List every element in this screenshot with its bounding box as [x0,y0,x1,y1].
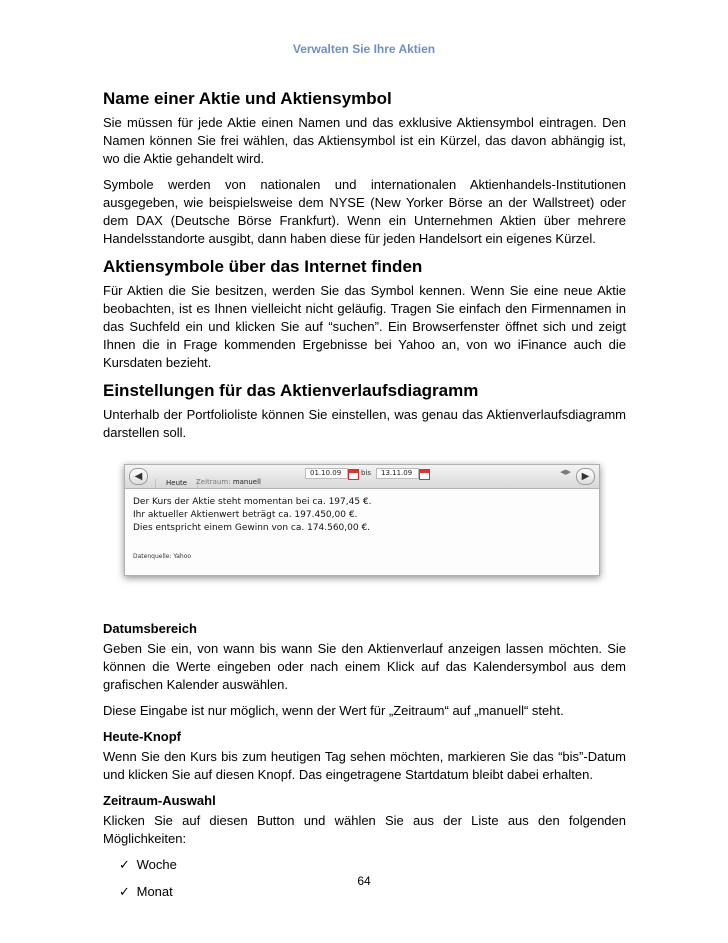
paragraph: Unterhalb der Portfolioliste können Sie einstellen, was genau das Aktienverlaufsdiagramm darstellen soll. [103,407,626,440]
scroll-arrows-icon[interactable]: ◀▶ [560,468,571,476]
date-to-field[interactable]: 13.11.09 [376,468,419,479]
arrow-right-icon[interactable]: ▶ [576,468,595,485]
result-text [133,496,372,535]
paragraph: Klicken Sie auf diesen Button und wählen Sie aus der Liste aus den folgenden Möglichkeiten: [103,813,626,846]
subsection-title: Zeitraum-Auswahl [103,793,216,808]
data-source: Datenquelle: Yahoo [133,553,192,560]
date-from-field[interactable]: 01.10.09 [305,468,348,479]
result-line: Dies entspricht einem Gewinn von ca. 174.560,00 €. [133,523,371,533]
range-value: manuell [232,478,261,486]
paragraph: Wenn Sie den Kurs bis zum heutigen Tag sehen möchten, markieren Sie das “bis”-Datum und klicken Sie auf diesen Knopf. Das eingetragene Startdatum bleibt dabei erhalten. [103,749,626,782]
list-item-label: Woche [136,857,177,872]
result-line: Der Kurs der Aktie steht momentan bei ca. 197,45 €. [133,497,372,507]
paragraph: Geben Sie ein, von wann bis wann Sie den Aktienverlauf anzeigen lassen möchten. Sie können die Werte eingeben oder nach einem Klick auf das Kalendersymbol aus dem grafischen Kalender auswählen. [103,641,626,692]
range-select[interactable] [196,478,576,487]
page-content [103,88,626,910]
paragraph: Sie müssen für jede Aktie einen Namen und das exklusive Aktiensymbol eintragen. Den Namen können Sie frei wählen, das Aktiensymbol ist ein Kürzel, das davon abhängig ist, wo die Aktie gehandelt wird. [103,115,626,166]
paragraph: Symbole werden von nationalen und internationalen Aktienhandels-Institutionen ausgegeben, wie beispielsweise dem NYSE (New Yorker Börse an der Wallstreet) oder dem DAX (Deutsche Börse Frankfurt). Wenn ein Unternehmen Aktien über mehrere Handelsstandorte ausgibt, dann haben diese für jeden Handelsort ein eigenes Kürzel. [103,177,626,246]
running-header: Verwalten Sie Ihre Aktien [292,42,436,56]
section-title: Einstellungen für das Aktienverlaufsdiagramm [103,381,479,400]
page-number: 64 [357,874,371,888]
range-label: Zeitraum: [196,478,231,486]
arrow-left-icon[interactable]: ◀ [129,468,148,485]
paragraph: Für Aktien die Sie besitzen, werden Sie das Symbol kennen. Wenn Sie eine neue Aktie beobachten, ist es Ihnen vielleicht nicht geläufig. Tragen Sie einfach den Firmennamen in das Suchfeld ein und klicken Sie auf “suchen”. Ein Browserfenster öffnet sich und zeigt Ihnen die in Frage kommenden Ergebnisse bei Yahoo an, von wo iFinance auch die Kursdaten bezieht. [103,283,626,370]
bis-label: bis [361,469,372,477]
section-title: Name einer Aktie und Aktiensymbol [103,89,392,108]
today-button[interactable]: Heute [155,479,198,488]
checkmark-icon: ✓ [119,884,130,899]
settings-toolbar [125,465,599,489]
subsection-title: Heute-Knopf [103,729,181,744]
chart-settings-screenshot [124,464,600,576]
paragraph: Diese Eingabe ist nur möglich, wenn der Wert für „Zeitraum“ auf „manuell“ steht. [103,703,564,718]
checkmark-icon: ✓ [119,857,130,872]
list-item-label: Monat [136,884,173,899]
section-title: Aktiensymbole über das Internet finden [103,257,423,276]
list-item [119,856,626,874]
subsection-title: Datumsbereich [103,621,197,636]
result-line: Ihr aktueller Aktienwert beträgt ca. 197.450,00 €. [133,510,358,520]
